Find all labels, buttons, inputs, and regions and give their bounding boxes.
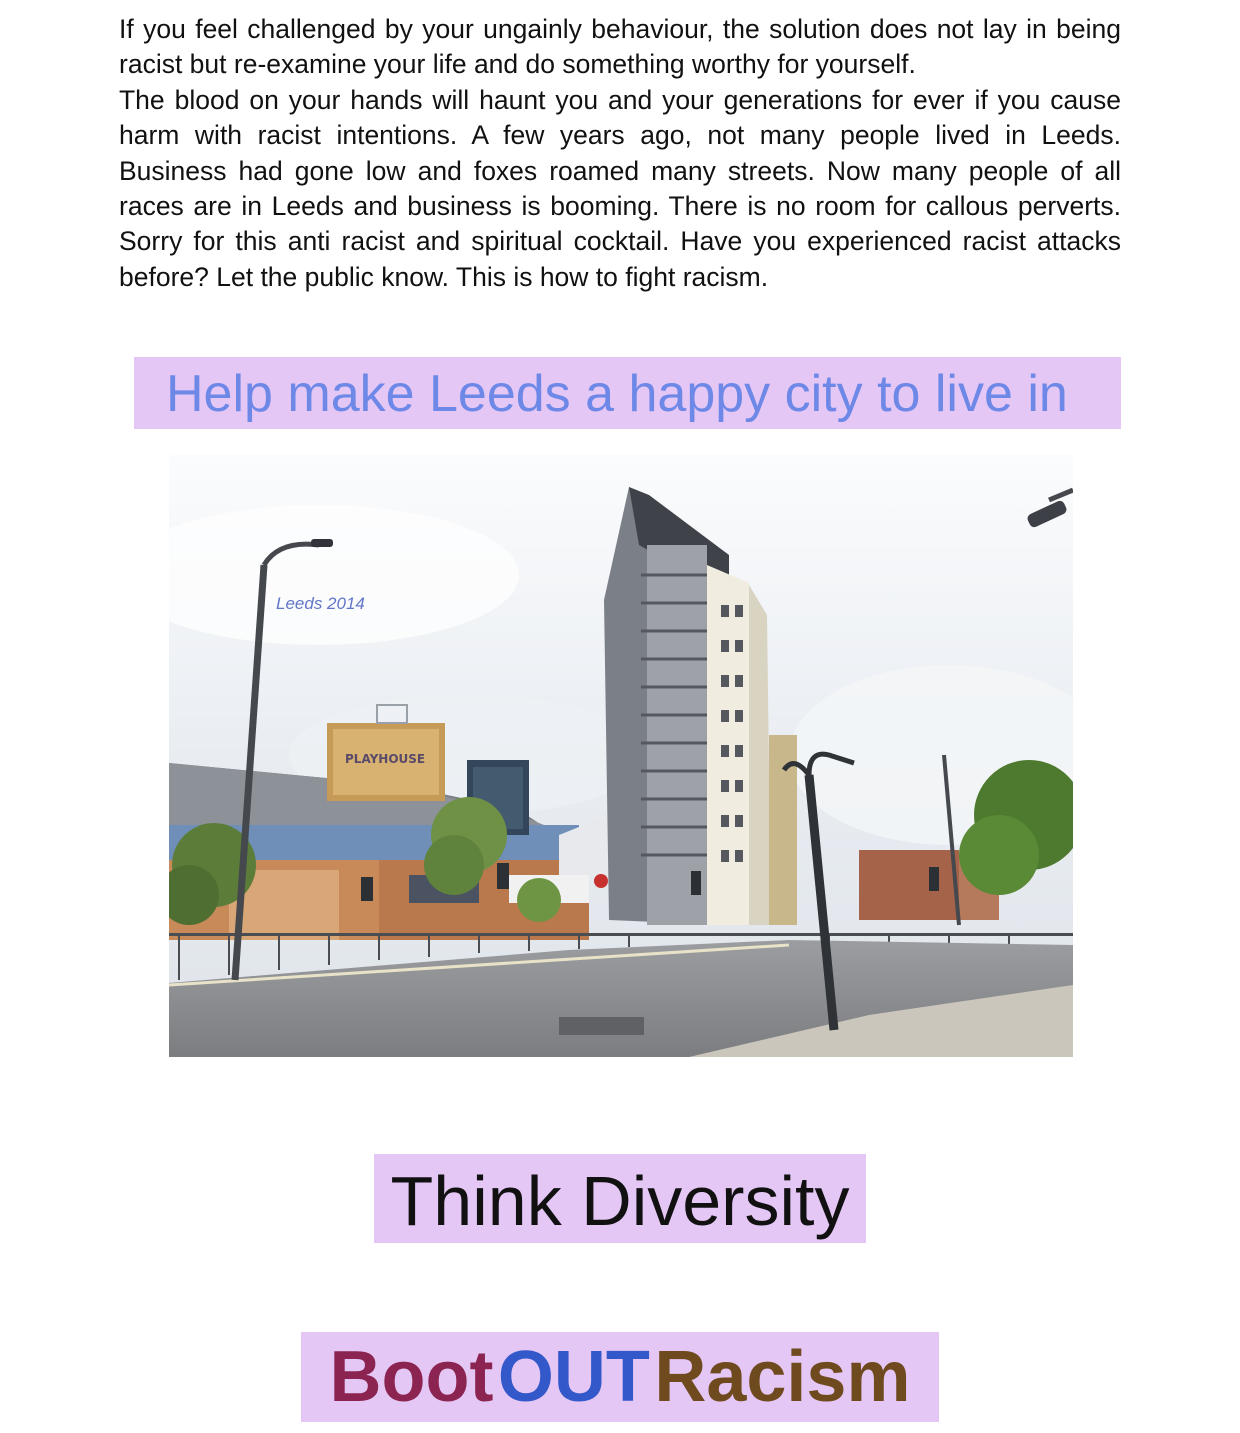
happy-city-banner-text: Help make Leeds a happy city to live in: [166, 365, 1068, 423]
body-text: [119, 12, 1121, 295]
paragraph-1: If you feel challenged by your ungainly behaviour, the solution does not lay in being racist but re-examine your life and do something worthy for yourself.: [119, 14, 1121, 80]
leeds-street-photo: [169, 455, 1073, 1057]
racism-word: Racism: [654, 1337, 911, 1417]
playhouse-sign: PLAYHOUSE: [345, 752, 426, 766]
happy-city-banner: [134, 357, 1121, 429]
boot-word: Boot: [329, 1337, 494, 1417]
leeds-street-illustration: [169, 455, 1073, 1057]
photo-caption: Leeds 2014: [276, 594, 365, 613]
boot-out-racism-banner: [301, 1332, 939, 1422]
think-diversity-banner: [374, 1154, 866, 1243]
out-word: OUT: [497, 1337, 650, 1417]
think-diversity-text: Think Diversity: [390, 1162, 850, 1240]
paragraph-2: The blood on your hands will haunt you and your generations for ever if you cause harm with racist intentions. A few years ago, not many people lived in Leeds. Business had gone low and foxes roamed many streets. Now many people of all races are in Leeds and business is booming. There is no room for callous perverts. Sorry for this anti racist and spiritual cocktail. Have you experienced racist attacks before? Let the public know. This is how to fight racism.: [119, 84, 1121, 292]
